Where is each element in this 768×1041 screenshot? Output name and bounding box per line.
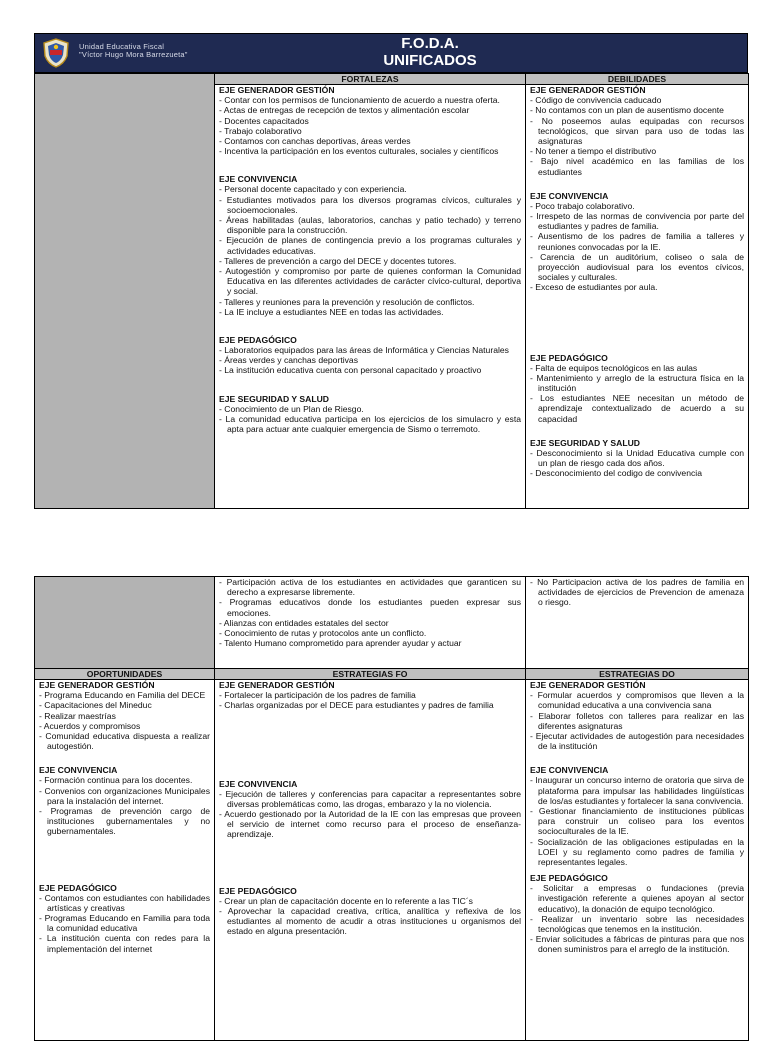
estrategias-fo-header: ESTRATEGIAS FO	[215, 669, 526, 680]
list-item: - Participación activa de los estudiantes en actividades que garanticen su derecho a expresarse libremente.	[219, 577, 521, 597]
eje-heading: EJE CONVIVENCIA	[219, 778, 298, 789]
bullet-list	[530, 577, 744, 608]
eje-heading: EJE SEGURIDAD Y SALUD	[530, 437, 640, 448]
list-item: - Realizar maestrías	[39, 711, 210, 721]
school-subtitle-line: "Víctor Hugo Mora Barrezueta"	[79, 50, 188, 59]
debilidades-header: DEBILIDADES	[526, 74, 749, 85]
list-item: - Fortalecer la participación de los padres de familia	[219, 690, 521, 700]
bullet-list	[219, 690, 521, 710]
eje-heading: EJE SEGURIDAD Y SALUD	[219, 393, 329, 404]
eje-heading: EJE CONVIVENCIA	[530, 190, 609, 201]
list-item: - Incentiva la participación en los eventos culturales, sociales y científicos	[219, 146, 521, 156]
list-item: - Comunidad educativa dispuesta a realizar autogestión.	[39, 731, 210, 751]
list-item: - Código de convivencia caducado	[530, 95, 744, 105]
list-item: - Realizar un inventario sobre las necesidades tecnológicas que tenemos en la institución.	[530, 914, 744, 934]
bullet-list	[219, 345, 521, 376]
list-item: - Irrespeto de las normas de convivencia por parte del estudiantes y padres de familia.	[530, 211, 744, 231]
fortalezas-header: FORTALEZAS	[215, 74, 526, 85]
list-item: - Enviar solicitudes a fábricas de pinturas para que nos donen suministros para el arreglo de la institución.	[530, 934, 744, 954]
list-item: - Desconocimiento si la Unidad Educativa cumple con un plan de riesgo cada dos años.	[530, 448, 744, 468]
list-item: - Ejecución de talleres y conferencias para capacitar a representantes sobre diversas problemáticas como, las drogas, embarazo y la no violencia.	[219, 789, 521, 809]
bullet-list	[530, 448, 744, 479]
bullet-list	[219, 184, 521, 317]
list-item: - Ausentismo de los padres de familia a talleres y reuniones convocadas por la IE.	[530, 231, 744, 251]
list-item: - Elaborar folletos con talleres para realizar en las diferentes asignaturas	[530, 711, 744, 731]
list-item: - Socialización de las obligaciones estipuladas en la LOEI y su reglamento como padres de familia y representantes legales.	[530, 837, 744, 868]
list-item: - Personal docente capacitado y con experiencia.	[219, 184, 521, 194]
bullet-list	[530, 690, 744, 751]
list-item: - Trabajo colaborativo	[219, 126, 521, 136]
estrategias-do-header: ESTRATEGIAS DO	[526, 669, 749, 680]
eje-heading: EJE PEDAGÓGICO	[530, 873, 608, 884]
list-item: - Acuerdos y compromisos	[39, 721, 210, 731]
school-name	[79, 43, 188, 59]
fortalezas-continued	[215, 577, 526, 669]
empty-grey-cell	[35, 74, 215, 509]
estrategias-fo-cell	[215, 680, 526, 1041]
list-item: - Talento Humano comprometido para aprender ayudar y actuar	[219, 638, 521, 648]
debilidades-continued	[526, 577, 749, 669]
list-item: - Contar con los permisos de funcionamiento de acuerdo a nuestra oferta.	[219, 95, 521, 105]
list-item: - Ejecutar actividades de autogestión para necesidades de la institución	[530, 731, 744, 751]
list-item: - Charlas organizadas por el DECE para estudiantes y padres de familia	[219, 700, 521, 710]
document-header	[34, 33, 748, 73]
bullet-list	[219, 404, 521, 435]
school-name-line: Unidad Educativa Fiscal	[79, 42, 165, 51]
bullet-list	[530, 95, 744, 177]
list-item: - La institución educativa cuenta con personal capacitado y proactivo	[219, 365, 521, 375]
list-item: - Contamos con canchas deportivas, áreas verdes	[219, 136, 521, 146]
list-item: - La institución cuenta con redes para la implementación del internet	[39, 933, 210, 953]
list-item: - Solicitar a empresas o fundaciones (previa investigación referente a quienes apoyan al sector educativo), la donación de equipo tecnológico.	[530, 883, 744, 914]
list-item: - No tener a tiempo el distributivo	[530, 146, 744, 156]
list-item: - Laboratorios equipados para las áreas de Informática y Ciencias Naturales	[219, 345, 521, 355]
bullet-list	[530, 201, 744, 293]
bullet-list	[219, 577, 521, 648]
empty-grey-cell-2	[35, 577, 215, 669]
eje-heading: EJE GENERADOR GESTIÓN	[219, 680, 335, 691]
list-item: - Docentes capacitados	[219, 116, 521, 126]
debilidades-cell	[526, 85, 749, 509]
list-item: - Poco trabajo colaborativo.	[530, 201, 744, 211]
eje-heading: EJE GENERADOR GESTIÓN	[530, 680, 646, 691]
bullet-list	[530, 775, 744, 867]
bullet-list	[39, 893, 210, 954]
oportunidades-header: OPORTUNIDADES	[35, 669, 215, 680]
eje-heading: EJE CONVIVENCIA	[219, 174, 298, 185]
list-item: - Carencia de un auditórium, coliseo o sala de proyección audiovisual para los eventos cívicos, sociales y culturales.	[530, 252, 744, 283]
list-item: - Formación continua para los docentes.	[39, 775, 210, 785]
estrategias-do-cell	[526, 680, 749, 1041]
list-item: - La comunidad educativa participa en los ejercicios de los simulacro y esta apta para actuar ante cualquier emergencia de Sismo o terremoto.	[219, 414, 521, 434]
list-item: - Autogestión y compromiso por parte de quienes conforman la Comunidad Educativa en las diferentes actividades de carácter cívico-cultural, deportiva y social.	[219, 266, 521, 297]
list-item: - Exceso de estudiantes por aula.	[530, 282, 744, 292]
eje-heading: EJE GENERADOR GESTIÓN	[219, 85, 335, 96]
foda-table-page1	[34, 73, 749, 509]
eje-heading: EJE PEDAGÓGICO	[39, 882, 117, 893]
list-item: - Alianzas con entidades estatales del sector	[219, 618, 521, 628]
list-item: - Talleres y reuniones para la prevención y resolución de conflictos.	[219, 297, 521, 307]
school-crest-icon	[40, 37, 72, 69]
eje-heading: EJE PEDAGÓGICO	[219, 885, 297, 896]
list-item: - Áreas verdes y canchas deportivas	[219, 355, 521, 365]
oportunidades-cell	[35, 680, 215, 1041]
list-item: - Inaugurar un concurso interno de oratoria que sirva de plataforma para impulsar las habilidades lingüísticas de los/as estudiantes y fortalecer la sana convivencia.	[530, 775, 744, 806]
bullet-list	[219, 95, 521, 156]
document-title	[335, 35, 525, 69]
list-item: - Programas de prevención cargo de instituciones gubernamentales y no gubernamentales.	[39, 806, 210, 837]
list-item: - Ejecución de planes de contingencia previo a los programas culturales y actividades educativas.	[219, 235, 521, 255]
eje-heading: EJE CONVIVENCIA	[39, 765, 118, 776]
list-item: - Gestionar financiamiento de instituciones públicas para construir un coliseo para los eventos socioculturales de la IE.	[530, 806, 744, 837]
list-item: - Crear un plan de capacitación docente en lo referente a las TIC´s	[219, 896, 521, 906]
list-item: - Programas educativos donde los estudiantes pueden expresar sus emociones.	[219, 597, 521, 617]
list-item: - No contamos con un plan de ausentismo docente	[530, 105, 744, 115]
bullet-list	[39, 775, 210, 836]
list-item: - Estudiantes motivados para los diversos programas cívicos, culturales y socioemocionales.	[219, 195, 521, 215]
eje-heading: EJE PEDAGÓGICO	[530, 352, 608, 363]
list-item: - Falta de equipos tecnológicos en las aulas	[530, 363, 744, 373]
eje-heading: EJE GENERADOR GESTIÓN	[530, 85, 646, 96]
bullet-list	[39, 690, 210, 751]
list-item: - Acuerdo gestionado por la Autoridad de la IE con las empresas que proveen el servicio de internet como recurso para el proceso de enseñanza-aprendizaje.	[219, 809, 521, 840]
list-item: - Talleres de prevención a cargo del DECE y docentes tutores.	[219, 256, 521, 266]
bullet-list	[219, 896, 521, 937]
list-item: - Actas de entregas de recepción de textos y alimentación escolar	[219, 105, 521, 115]
list-item: - Convenios con organizaciones Municipales para la instalación del internet.	[39, 786, 210, 806]
bullet-list	[530, 363, 744, 424]
bullet-list	[530, 883, 744, 954]
eje-heading: EJE GENERADOR GESTIÓN	[39, 680, 155, 691]
list-item: - Áreas habilitadas (aulas, laboratorios, canchas y patio techado) y terreno disponible para la construcción.	[219, 215, 521, 235]
list-item: - Conocimiento de rutas y protocolos ante un conflicto.	[219, 628, 521, 638]
bullet-list	[219, 789, 521, 840]
foda-table-page2	[34, 576, 749, 1041]
list-item: - No Participacion activa de los padres de familia en actividades de ejercicios de Prevencion de amenaza o riesgo.	[530, 577, 744, 608]
fortalezas-cell	[215, 85, 526, 509]
list-item: - Formular acuerdos y compromisos que lleven a la comunidad educativa a una convivencia sana	[530, 690, 744, 710]
list-item: - Mantenimiento y arreglo de la estructura física en la institución	[530, 373, 744, 393]
list-item: - Capacitaciones del Mineduc	[39, 700, 210, 710]
list-item: - Bajo nivel académico en las familias de los estudiantes	[530, 156, 744, 176]
list-item: - Contamos con estudiantes con habilidades artísticas y creativas	[39, 893, 210, 913]
list-item: - La IE incluye a estudiantes NEE en todas las actividades.	[219, 307, 521, 317]
list-item: - Conocimiento de un Plan de Riesgo.	[219, 404, 521, 414]
title-foda: F.O.D.A.	[401, 35, 459, 52]
list-item: - Programa Educando en Familia del DECE	[39, 690, 210, 700]
list-item: - Programas Educando en Familia para toda la comunidad educativa	[39, 913, 210, 933]
list-item: - No poseemos aulas equipadas con recursos tecnológicos, que sirvan para uso de todas las asignaturas	[530, 116, 744, 147]
list-item: - Aprovechar la capacidad creativa, crítica, analítica y reflexiva de los estudiantes al momento de acudir a otras instituciones u organismos del estado en alguna presentación.	[219, 906, 521, 937]
title-unificados: UNIFICADOS	[383, 52, 477, 69]
list-item: - Desconocimiento del codigo de convivencia	[530, 468, 744, 478]
list-item: - Los estudiantes NEE necesitan un método de aprendizaje contextualizado de acuerdo a su capacidad	[530, 393, 744, 424]
eje-heading: EJE PEDAGÓGICO	[219, 335, 297, 346]
eje-heading: EJE CONVIVENCIA	[530, 765, 609, 776]
